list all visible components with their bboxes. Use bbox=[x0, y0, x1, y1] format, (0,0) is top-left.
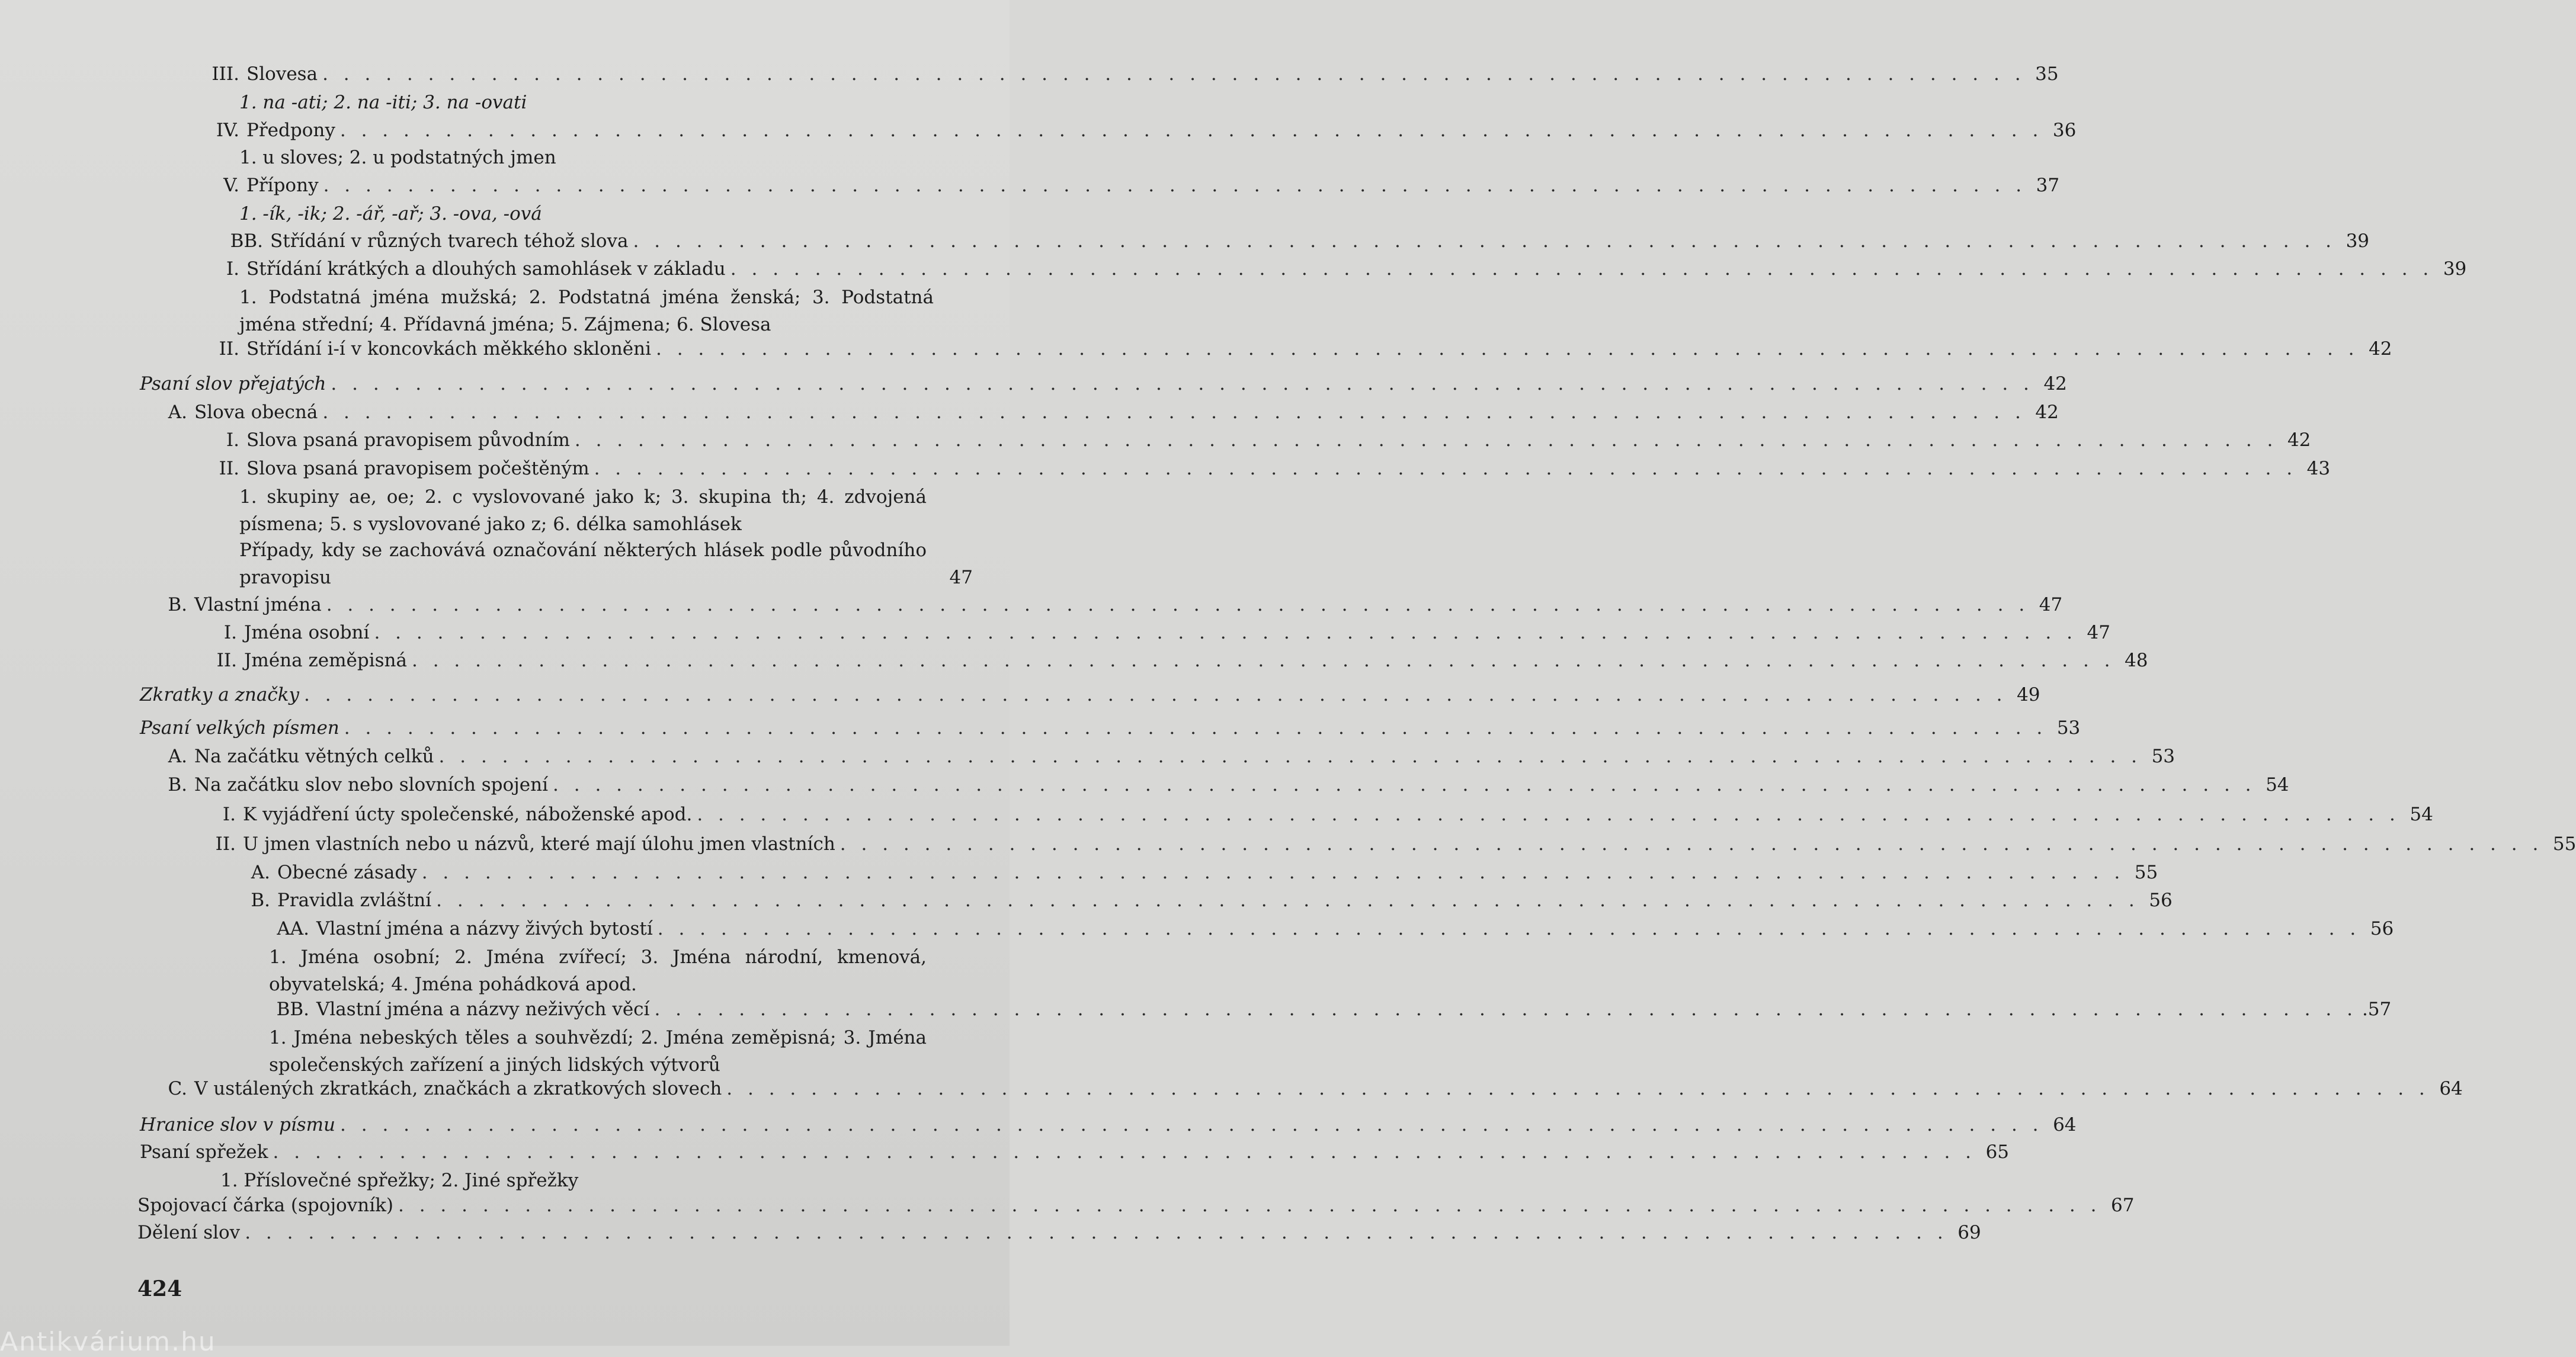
entry-page: 47 bbox=[2087, 622, 2110, 643]
section-title: Hranice slov v písmu bbox=[140, 1114, 336, 1135]
toc-entry bbox=[137, 455, 2331, 482]
entry-label: Slova psaná pravopisem původním bbox=[246, 429, 570, 451]
entry-label: Slovesa bbox=[246, 63, 318, 85]
entry-page: 47 bbox=[2039, 594, 2063, 615]
entry-label: Vlastní jména a názvy neživých věcí bbox=[316, 999, 650, 1020]
leader-dots: . . . . . . . . . . . . . . . . . . . . . . . . . . . . . . . . . . . . . . . . . . . . . . . . . . . . . . . . . . . . . . . . . . . . . . . . . . . . . . . . . bbox=[656, 338, 2359, 360]
section-title: Psaní spřežek bbox=[140, 1141, 268, 1163]
toc-section bbox=[137, 1192, 2135, 1219]
toc-entry bbox=[137, 887, 2173, 914]
entry-page: 64 bbox=[2439, 1078, 2463, 1099]
watermark: Antikvárium.hu bbox=[0, 1327, 216, 1357]
entry-label: Vlastní jména a názvy živých bytostí bbox=[316, 918, 653, 939]
leader-dots: . . . . . . . . . . . . . . . . . . . . . . . . . . . . . . . . . . . . . . . . . . . . . . . . . . . . . . . . . . . . . . . . . . . . . . . . . . . . . . . . . bbox=[412, 650, 2115, 671]
entry-label: Střídání v různých tvarech téhož slova bbox=[270, 230, 629, 252]
entry-label: Obecné zásady bbox=[277, 862, 417, 883]
entry-page: 48 bbox=[2125, 650, 2148, 671]
entry-page: 36 bbox=[2052, 120, 2077, 141]
leader-dots: . . . . . . . . . . . . . . . . . . . . . . . . . . . . . . . . . . . . . . . . . . . . . . . . . . . . . . . . . . . . . . . . . . . . . . . . . . . . . . . . . bbox=[344, 717, 2048, 739]
entry-number: I. bbox=[226, 429, 239, 451]
toc-entry bbox=[137, 255, 2467, 283]
entry-label: V ustálených zkratkách, značkách a zkratkových slovech bbox=[194, 1078, 722, 1099]
entry-number: A. bbox=[251, 862, 270, 883]
toc-entry bbox=[137, 117, 2077, 144]
toc-entry bbox=[137, 801, 2433, 828]
entry-page: 69 bbox=[1957, 1222, 1981, 1243]
leader-dots: . . . . . . . . . . . . . . . . . . . . . . . . . . . . . . . . . . . . . . . . . . . . . . . . . . . . . . . . . . . . . . . . . . . . . . . . . . . . . . . . . bbox=[657, 918, 2361, 939]
entry-label: Jména zeměpisná bbox=[244, 650, 408, 671]
leader-dots: . . . . . . . . . . . . . . . . . . . . . . . . . . . . . . . . . . . . . . . . . . . . . . . . . . . . . . . . . . . . . . . . . . . . . . . . . . . . . . . . . bbox=[339, 120, 2043, 141]
section-title: Dělení slov bbox=[137, 1222, 241, 1243]
entry-number: B. bbox=[251, 890, 270, 911]
entry-number: II. bbox=[216, 650, 237, 671]
entry-page: 56 bbox=[2370, 918, 2394, 939]
leader-dots: . . . . . . . . . . . . . . . . . . . . . . . . . . . . . . . . . . . . . . . . . . . . . . . . . . . . . . . . . . . . . . . . . . . . . . . . . . . . . . . . . bbox=[697, 804, 2400, 825]
leader-dots: . . . . . . . . . . . . . . . . . . . . . . . . . . . . . . . . . . . . . . . . . . . . . . . . . . . . . . . . . . . . . . . . . . . . . . . . . . . . . . . . . bbox=[245, 1222, 1948, 1243]
toc-subentry: 1. u sloves; 2. u podstatných jmen bbox=[239, 147, 556, 168]
toc-subentry: 1. na -ati; 2. na -iti; 3. na -ovati bbox=[239, 92, 527, 113]
toc-entry bbox=[140, 591, 2063, 618]
leader-dots: . . . . . . . . . . . . . . . . . . . . . . . . . . . . . . . . . . . . . . . . . . . . . . . . . . . . . . . . . . . . . . . . . . . . . . . . . . . . . . . . . bbox=[633, 230, 2337, 252]
entry-number: II. bbox=[215, 833, 236, 855]
leader-dots: . . . . . . . . . . . . . . . . . . . . . . . . . . . . . . . . . . . . . . . . . . . . . . . . . . . . . . . . . . . . . . . . . . . . . . . . . . . . . . . . . bbox=[323, 175, 2027, 196]
leader-dots: . . . . . . . . . . . . . . . . . . . . . . . . . . . . . . . . . . . . . . . . . . . . . . . . . . . . . . . . . . . . . . . . . . . . . . . . . . . . . . . . . bbox=[304, 684, 2007, 705]
toc-entry bbox=[137, 60, 2059, 88]
toc-note: Případy, kdy se zachovává označování některých hlásek podle původního pravopisu bbox=[239, 540, 927, 588]
toc-subentry: 1. Jména osobní; 2. Jména zvířecí; 3. Jména národní, kmenová, obyvatelská; 4. Jména pohádková apod. bbox=[269, 947, 927, 995]
entry-page: 65 bbox=[1985, 1141, 2010, 1163]
toc-subentry: 1. Jména nebeských těles a souhvězdí; 2. Jména zeměpisná; 3. Jména společenských zařízení a jiných lidských výtvorů bbox=[269, 1027, 927, 1076]
entry-number: IV. bbox=[216, 120, 239, 141]
entry-number: BB. bbox=[276, 999, 309, 1020]
leader-dots: . . . . . . . . . . . . . . . . . . . . . . . . . . . . . . . . . . . . . . . . . . . . . . . . . . . . . . . . . . . . . . . . . . . . . . . . . . . . . . . . . bbox=[654, 999, 2357, 1020]
entry-number: II. bbox=[219, 458, 239, 479]
entry-page: 53 bbox=[2151, 746, 2175, 767]
toc-entry bbox=[137, 859, 2158, 886]
entry-page: 67 bbox=[2111, 1195, 2135, 1216]
leader-dots: . . . . . . . . . . . . . . . . . . . . . . . . . . . . . . . . . . . . . . . . . . . . . . . . . . . . . . . . . . . . . . . . . . . . . . . . . . . . . . . . . bbox=[331, 373, 2034, 394]
entry-page: 56 bbox=[2149, 890, 2173, 911]
entry-number: C. bbox=[168, 1078, 187, 1099]
toc-section bbox=[140, 1111, 2077, 1138]
toc-subentry: 1. -ík, -ik; 2. -ář, -ař; 3. -ova, -ová bbox=[239, 203, 542, 224]
entry-page: 37 bbox=[2036, 175, 2060, 196]
entry-page: .57 bbox=[2362, 999, 2392, 1020]
entry-page: 54 bbox=[2410, 804, 2433, 825]
page-number: 424 bbox=[137, 1276, 182, 1301]
entry-number: B. bbox=[168, 774, 187, 795]
toc-entry bbox=[137, 830, 2576, 858]
entry-page: 42 bbox=[2369, 338, 2392, 360]
leader-dots: . . . . . . . . . . . . . . . . . . . . . . . . . . . . . . . . . . . . . . . . . . . . . . . . . . . . . . . . . . . . . . . . . . . . . . . . . . . . . . . . . bbox=[574, 429, 2278, 451]
entry-label: Pravidla zvláštní bbox=[277, 890, 432, 911]
leader-dots: . . . . . . . . . . . . . . . . . . . . . . . . . . . . . . . . . . . . . . . . . . . . . . . . . . . . . . . . . . . . . . . . . . . . . . . . . . . . . . . . . bbox=[326, 594, 2030, 615]
entry-number: V. bbox=[223, 175, 239, 196]
entry-label: Slova psaná pravopisem počeštěným bbox=[246, 458, 589, 479]
leader-dots: . . . . . . . . . . . . . . . . . . . . . . . . . . . . . . . . . . . . . . . . . . . . . . . . . . . . . . . . . . . . . . . . . . . . . . . . . . . . . . . . . bbox=[398, 1195, 2101, 1216]
leader-dots: . . . . . . . . . . . . . . . . . . . . . . . . . . . . . . . . . . . . . . . . . . . . . . . . . . . . . . . . . . . . . . . . . . . . . . . . . . . . . . . . . bbox=[273, 1141, 1976, 1163]
toc-section bbox=[140, 370, 2067, 397]
entry-number: B. bbox=[168, 594, 187, 615]
toc-section bbox=[137, 1219, 1981, 1246]
entry-page: 55 bbox=[2134, 862, 2158, 883]
leader-dots: . . . . . . . . . . . . . . . . . . . . . . . . . . . . . . . . . . . . . . . . . . . . . . . . . . . . . . . . . . . . . . . . . . . . . . . . . . . . . . . . . bbox=[840, 833, 2543, 855]
entry-page: 64 bbox=[2053, 1114, 2077, 1135]
toc-entry bbox=[137, 915, 2394, 942]
toc-entry bbox=[140, 743, 2175, 770]
entry-page: 39 bbox=[2346, 230, 2370, 252]
entry-page: 49 bbox=[2017, 684, 2040, 705]
leader-dots: . . . . . . . . . . . . . . . . . . . . . . . . . . . . . . . . . . . . . . . . . . . . . . . . . . . . . . . . . . . . . . . . . . . . . . . . . . . . . . . . . bbox=[322, 402, 2026, 423]
entry-label: Jména osobní bbox=[244, 622, 370, 643]
section-title: Psaní slov přejatých bbox=[140, 373, 326, 394]
toc-entry bbox=[137, 335, 2392, 362]
entry-label: Střídání i-í v koncovkách měkkého skloněni bbox=[246, 338, 652, 360]
leader-dots: . . . . . . . . . . . . . . . . . . . . . . . . . . . . . . . . . . . . . . . . . . . . . . . . . . . . . . . . . . . . . . . . . . . . . . . . . . . . . . . . . bbox=[726, 1078, 2430, 1099]
entry-number: A. bbox=[168, 746, 187, 767]
entry-label: Slova obecná bbox=[194, 402, 318, 423]
entry-label: Na začátku větných celků bbox=[194, 746, 434, 767]
entry-number: BB. bbox=[230, 230, 263, 252]
entry-number: I. bbox=[222, 804, 236, 825]
toc-section bbox=[140, 1138, 2010, 1166]
section-title: Zkratky a značky bbox=[140, 684, 300, 705]
entry-page: 55 bbox=[2552, 833, 2576, 855]
entry-number: II. bbox=[219, 338, 239, 360]
leader-dots: . . . . . . . . . . . . . . . . . . . . . . . . . . . . . . . . . . . . . . . . . . . . . . . . . . . . . . . . . . . . . . . . . . . . . . . . . . . . . . . . . bbox=[340, 1114, 2043, 1135]
section-title: Spojovací čárka (spojovník) bbox=[137, 1195, 393, 1216]
entry-number: I. bbox=[226, 258, 239, 280]
leader-dots: . . . . . . . . . . . . . . . . . . . . . . . . . . . . . . . . . . . . . . . . . . . . . . . . . . . . . . . . . . . . . . . . . . . . . . . . . . . . . . . . . bbox=[374, 622, 2077, 643]
section-title: Psaní velkých písmen bbox=[140, 717, 339, 739]
entry-page: 53 bbox=[2056, 717, 2081, 739]
leader-dots: . . . . . . . . . . . . . . . . . . . . . . . . . . . . . . . . . . . . . . . . . . . . . . . . . . . . . . . . . . . . . . . . . . . . . . . . . . . . . . . . . bbox=[553, 774, 2256, 795]
entry-label: K vyjádření úcty společenské, náboženské apod. bbox=[243, 804, 693, 825]
entry-number: I. bbox=[223, 622, 237, 643]
entry-page: 47 bbox=[949, 567, 973, 588]
entry-label: Vlastní jména bbox=[194, 594, 322, 615]
entry-label: Přípony bbox=[246, 175, 319, 196]
entry-page: 42 bbox=[2035, 402, 2059, 423]
leader-dots: . . . . . . . . . . . . . . . . . . . . . . . . . . . . . . . . . . . . . . . . . . . . . . . . . . . . . . . . . . . . . . . . . . . . . . . . . . . . . . . . . bbox=[322, 63, 2026, 85]
entry-number: A. bbox=[168, 402, 187, 423]
toc-subentry: 1. Podstatná jména mužská; 2. Podstatná jména ženská; 3. Podstatná jména střední; 4. Přídavná jména; 5. Zájmena; 6. Slovesa bbox=[239, 287, 934, 335]
entry-label: U jmen vlastních nebo u názvů, které mají úlohu jmen vlastních bbox=[243, 833, 835, 855]
toc-entry bbox=[137, 426, 2311, 454]
entry-number: III. bbox=[212, 63, 239, 85]
leader-dots: . . . . . . . . . . . . . . . . . . . . . . . . . . . . . . . . . . . . . . . . . . . . . . . . . . . . . . . . . . . . . . . . . . . . . . . . . . . . . . . . . bbox=[436, 890, 2139, 911]
toc-entry bbox=[137, 619, 2110, 646]
toc-entry bbox=[140, 399, 2059, 426]
toc-entry bbox=[137, 647, 2148, 674]
toc-entry bbox=[137, 996, 2392, 1023]
toc-subentry: 1. Příslovečné spřežky; 2. Jiné spřežky bbox=[220, 1170, 579, 1191]
toc-entry bbox=[140, 771, 2289, 798]
toc-subentry: 1. skupiny ae, oe; 2. c vyslovované jako k; 3. skupina th; 4. zdvojená písmena; 5. s vyslovované jako z; 6. délka samohlásek bbox=[239, 486, 927, 535]
leader-dots: . . . . . . . . . . . . . . . . . . . . . . . . . . . . . . . . . . . . . . . . . . . . . . . . . . . . . . . . . . . . . . . . . . . . . . . . . . . . . . . . . bbox=[594, 458, 2298, 479]
entry-page: 54 bbox=[2266, 774, 2289, 795]
entry-page: 42 bbox=[2043, 373, 2067, 394]
toc-section bbox=[140, 681, 2040, 708]
entry-page: 35 bbox=[2035, 63, 2059, 85]
leader-dots: . . . . . . . . . . . . . . . . . . . . . . . . . . . . . . . . . . . . . . . . . . . . . . . . . . . . . . . . . . . . . . . . . . . . . . . . . . . . . . . . . bbox=[438, 746, 2142, 767]
entry-label: Předpony bbox=[246, 120, 335, 141]
leader-dots: . . . . . . . . . . . . . . . . . . . . . . . . . . . . . . . . . . . . . . . . . . . . . . . . . . . . . . . . . . . . . . . . . . . . . . . . . . . . . . . . . bbox=[730, 258, 2434, 280]
entry-label: Střídání krátkých a dlouhých samohlásek v základu bbox=[246, 258, 726, 280]
entry-page: 43 bbox=[2306, 458, 2331, 479]
toc-entry bbox=[137, 172, 2060, 199]
toc-entry bbox=[137, 227, 2370, 255]
entry-label: Na začátku slov nebo slovních spojení bbox=[194, 774, 549, 795]
entry-number: AA. bbox=[277, 918, 309, 939]
toc-section bbox=[140, 714, 2081, 742]
leader-dots: . . . . . . . . . . . . . . . . . . . . . . . . . . . . . . . . . . . . . . . . . . . . . . . . . . . . . . . . . . . . . . . . . . . . . . . . . . . . . . . . . bbox=[421, 862, 2125, 883]
entry-page: 39 bbox=[2443, 258, 2467, 280]
toc-entry bbox=[140, 1075, 2463, 1102]
entry-page: 42 bbox=[2287, 429, 2311, 451]
